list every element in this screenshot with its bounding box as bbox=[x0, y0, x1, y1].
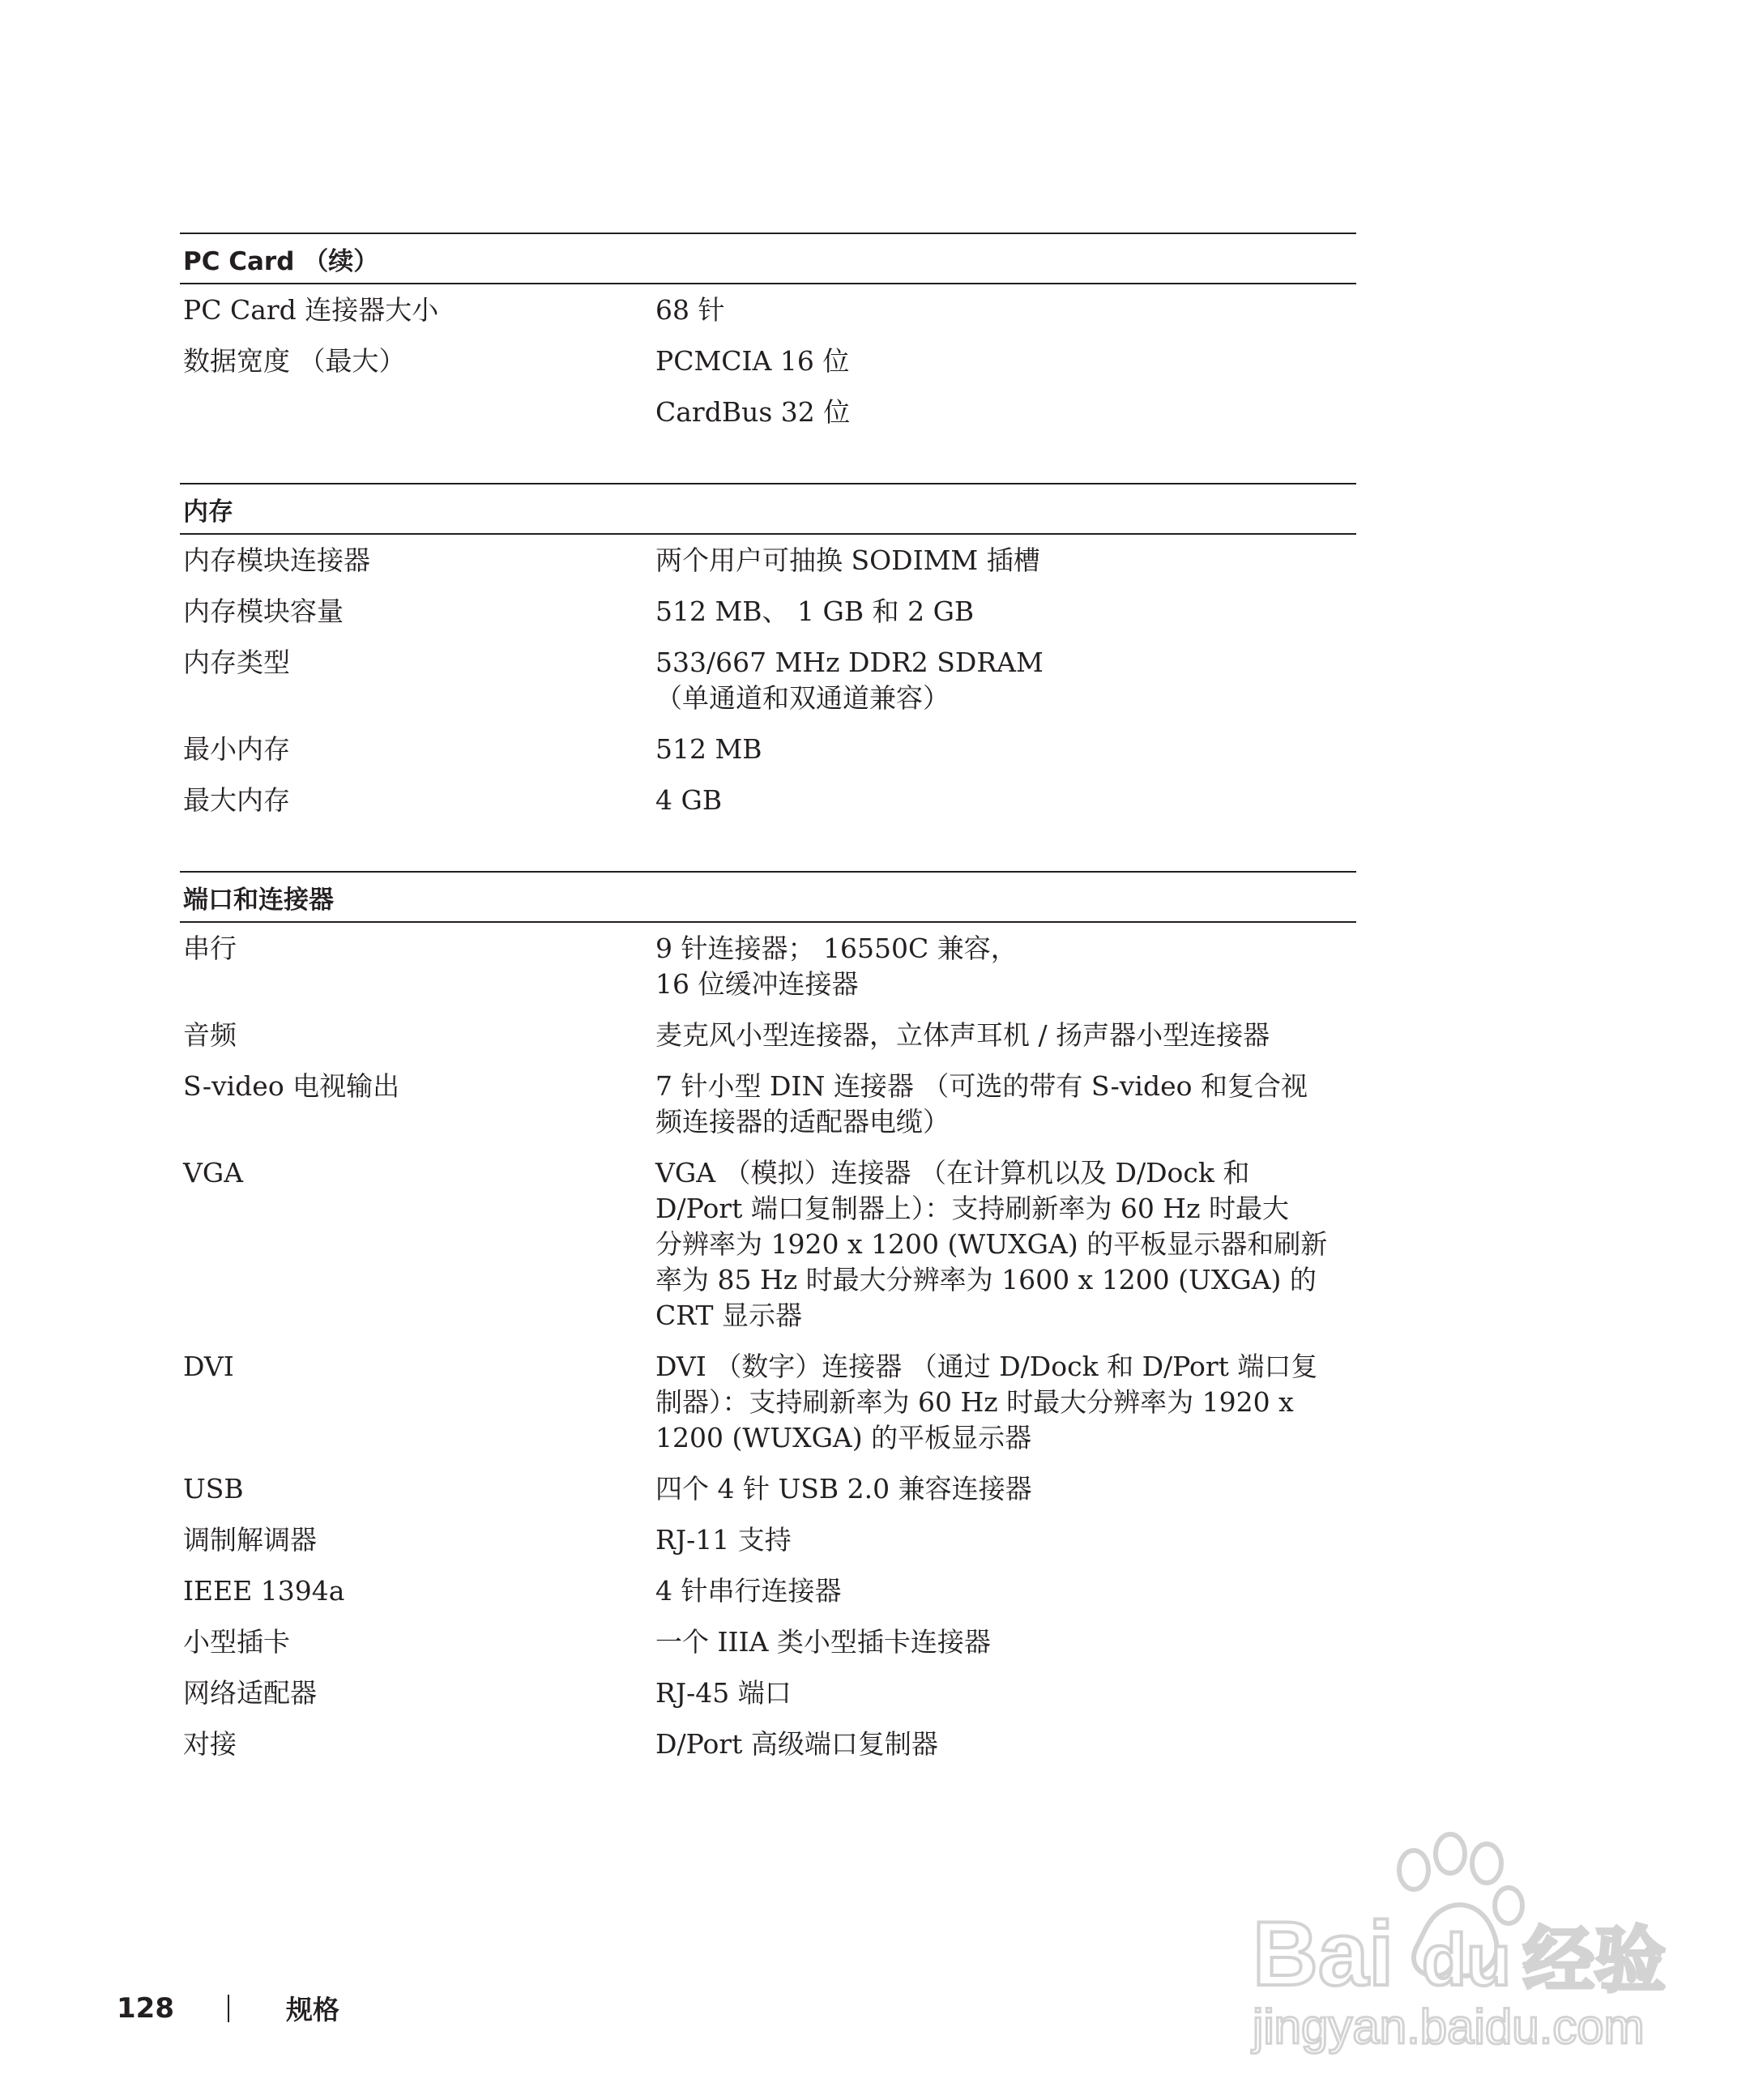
spec-label: USB bbox=[183, 1473, 244, 1505]
spec-row bbox=[180, 1727, 1356, 1778]
spec-row bbox=[180, 344, 1356, 446]
spec-value: 4 针串行连接器 bbox=[655, 1575, 842, 1607]
spec-row bbox=[180, 1018, 1356, 1069]
spec-row bbox=[180, 1573, 1356, 1624]
spec-label: 内存模块连接器 bbox=[183, 544, 370, 576]
spec-value: 两个用户可抽换 SODIMM 插槽 bbox=[655, 544, 1040, 576]
svg-text:du: du bbox=[1422, 1920, 1511, 2001]
spec-label: S-video 电视输出 bbox=[183, 1070, 400, 1102]
section-ports bbox=[180, 871, 1356, 1793]
spec-row bbox=[180, 543, 1356, 594]
spec-label: 数据宽度 （最大） bbox=[183, 345, 406, 377]
svg-text:经验: 经验 bbox=[1523, 1919, 1667, 2002]
spec-value: 一个 IIIA 类小型插卡连接器 bbox=[655, 1626, 991, 1658]
spec-value: 7 针小型 DIN 连接器 （可选的带有 S-video 和复合视 频连接器的适配器电缆） bbox=[655, 1070, 1308, 1138]
spec-value: 512 MB、 1 GB 和 2 GB bbox=[655, 595, 975, 627]
chapter-title: 规格 bbox=[285, 1994, 339, 2025]
spec-value: RJ-11 支持 bbox=[655, 1524, 792, 1556]
spec-row bbox=[180, 645, 1356, 732]
spec-label: 内存类型 bbox=[183, 647, 290, 678]
spec-label: 最小内存 bbox=[183, 733, 290, 765]
spec-row bbox=[180, 931, 1356, 1018]
section-pc-card bbox=[180, 233, 1356, 446]
section-heading: 内存 bbox=[180, 483, 1356, 535]
spec-value: 四个 4 针 USB 2.0 兼容连接器 bbox=[655, 1473, 1032, 1505]
baidu-watermark-logo bbox=[1248, 1831, 1701, 2058]
spec-label: 音频 bbox=[183, 1019, 237, 1051]
spec-value: D/Port 高级端口复制器 bbox=[655, 1728, 938, 1760]
spec-row bbox=[180, 1155, 1356, 1349]
spec-label: 调制解调器 bbox=[183, 1524, 317, 1556]
spec-label: 网络适配器 bbox=[183, 1677, 317, 1709]
page-footer bbox=[117, 1989, 339, 2027]
spec-row bbox=[180, 732, 1356, 783]
svg-text:jingyan.baidu.com: jingyan.baidu.com bbox=[1253, 2000, 1645, 2054]
spec-label: DVI bbox=[183, 1351, 234, 1382]
spec-row bbox=[180, 1349, 1356, 1471]
spec-row bbox=[180, 1624, 1356, 1675]
spec-value: 533/667 MHz DDR2 SDRAM （单通道和双通道兼容） bbox=[655, 647, 1044, 714]
spec-table bbox=[180, 233, 1356, 1830]
spec-label: VGA bbox=[183, 1157, 244, 1189]
spec-value: CardBus 32 位 bbox=[655, 396, 851, 428]
spec-value: RJ-45 端口 bbox=[655, 1677, 792, 1709]
spec-label: 串行 bbox=[183, 933, 237, 964]
section-heading: 端口和连接器 bbox=[180, 871, 1356, 923]
spec-row bbox=[180, 1522, 1356, 1573]
spec-label: 最大内存 bbox=[183, 784, 290, 816]
footer-divider bbox=[228, 1995, 229, 2022]
spec-row bbox=[180, 783, 1356, 834]
spec-value: 4 GB bbox=[655, 784, 723, 816]
spec-row bbox=[180, 1778, 1356, 1793]
page-number: 128 bbox=[117, 1991, 174, 2025]
spec-label: PC Card 连接器大小 bbox=[183, 294, 439, 326]
spec-label: 对接 bbox=[183, 1728, 237, 1760]
spec-label: IEEE 1394a bbox=[183, 1575, 345, 1607]
spec-row bbox=[180, 1471, 1356, 1522]
spec-row bbox=[180, 594, 1356, 645]
section-heading: PC Card （续） bbox=[180, 233, 1356, 284]
spec-value: VGA （模拟）连接器 （在计算机以及 D/Dock 和 D/Port 端口复制器上）：支持刷新率为 60 Hz 时最大 分辨率为 1920 x 1200 (WUXGA) 的平板显示器和刷新 率为 85 Hz 时最大分辨率为 1600 x 1200 (UXGA) 的 CRT 显示器 bbox=[655, 1157, 1328, 1331]
section-memory bbox=[180, 483, 1356, 834]
spec-value: 68 针 bbox=[655, 294, 725, 326]
spec-value: DVI （数字）连接器 （通过 D/Dock 和 D/Port 端口复 制器）：支持刷新率为 60 Hz 时最大分辨率为 1920 x 1200 (WUXGA) 的平板显示器 bbox=[655, 1351, 1318, 1453]
spec-label: 小型插卡 bbox=[183, 1626, 290, 1658]
spec-row bbox=[180, 1069, 1356, 1155]
spec-value: PCMCIA 16 位 bbox=[655, 345, 850, 377]
svg-text:Bai: Bai bbox=[1253, 1903, 1394, 2004]
spec-value: 512 MB bbox=[655, 733, 762, 765]
spec-value: 9 针连接器； 16550C 兼容， 16 位缓冲连接器 bbox=[655, 933, 1018, 1000]
spec-label: 内存模块容量 bbox=[183, 595, 344, 627]
spec-row bbox=[180, 292, 1356, 344]
spec-value: 麦克风小型连接器，立体声耳机 / 扬声器小型连接器 bbox=[655, 1019, 1270, 1051]
spec-row bbox=[180, 1675, 1356, 1727]
